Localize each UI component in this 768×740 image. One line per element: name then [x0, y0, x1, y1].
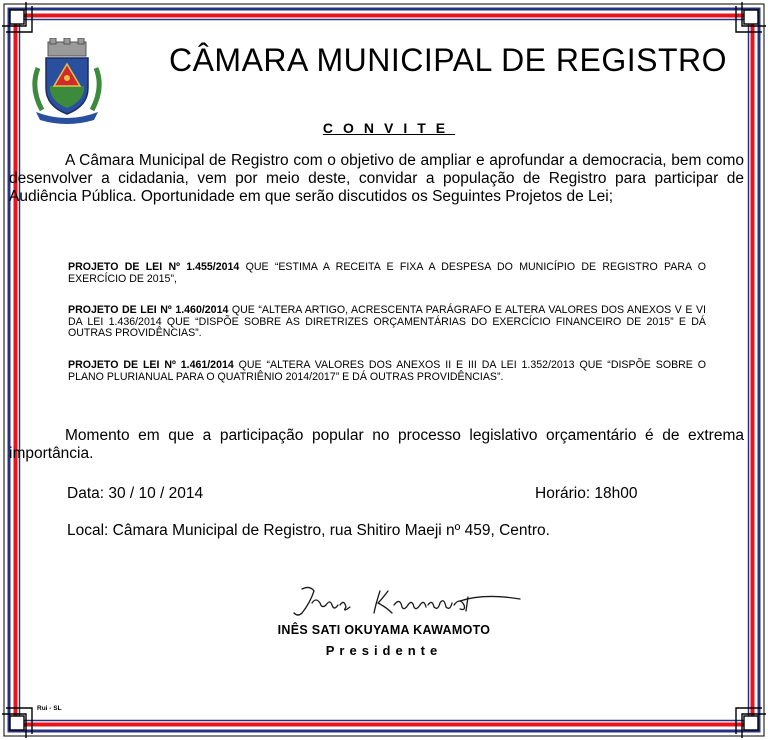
project-label: PROJETO DE LEI Nº 1.460/2014	[68, 304, 229, 316]
project-text: QUE “ESTIMA A RECEITA E FIXA A DESPESA DO MUNICÍPIO DE REGISTRO PARA O EXERCÍCIO DE 2015”,	[68, 261, 706, 285]
reference-code: Rui - SL	[37, 705, 62, 712]
event-time: Horário: 18h00	[535, 485, 638, 502]
signatory-name: INÊS SATI OKUYAMA KAWAMOTO	[277, 623, 491, 637]
project-item-1	[68, 262, 706, 285]
closing-paragraph: Momento em que a participação popular no processo legislativo orçamentário é de extrema importância.	[9, 427, 744, 462]
project-label: PROJETO DE LEI Nº 1.455/2014	[68, 261, 240, 273]
project-text: QUE “ALTERA ARTIGO, ACRESCENTA PARÁGRAFO E ALTERA VALORES DOS ANEXOS V E VI DA LEI 1.436/2014 QUE “DISPÕE SOBRE AS DIRETRIZES ORÇAMENTÁRIAS DO EXERCÍCIO FINANCEIRO DE 2015” E DÁ OUTRAS PROVIDÊNCIAS”.	[68, 304, 706, 339]
page-title: CÂMARA MUNICIPAL DE REGISTRO	[168, 42, 728, 78]
invitation-heading	[0, 120, 768, 138]
event-date: Data: 30 / 10 / 2014	[67, 485, 204, 502]
municipal-coat-of-arms-icon	[28, 38, 106, 124]
project-text: QUE “ALTERA VALORES DOS ANEXOS II E III DA LEI 1.352/2013 QUE “DISPÕE SOBRE O PLANO PLURIANUAL PARA O QUATRIÊNIO 2014/2017” E DÁ OUTRAS PROVIDÊNCIAS”.	[68, 359, 706, 383]
project-item-2	[68, 305, 706, 340]
project-item-3	[68, 360, 706, 383]
intro-paragraph: A Câmara Municipal de Registro com o objetivo de ampliar e aprofundar a democracia, bem como desenvolver a cidadania, vem por meio deste, convidar a população de Registro para participar de Audiência Pública. Oportunidade em que serão discutidos os Seguintes Projetos de Lei;	[9, 152, 744, 205]
invitation-heading-text: CONVITE	[322, 120, 456, 136]
handwritten-signature	[284, 583, 524, 619]
project-label: PROJETO DE LEI Nº 1.461/2014	[68, 359, 234, 371]
signatory-role: Presidente	[325, 643, 443, 658]
event-location: Local: Câmara Municipal de Registro, rua Shitiro Maeji nº 459, Centro.	[67, 522, 550, 539]
